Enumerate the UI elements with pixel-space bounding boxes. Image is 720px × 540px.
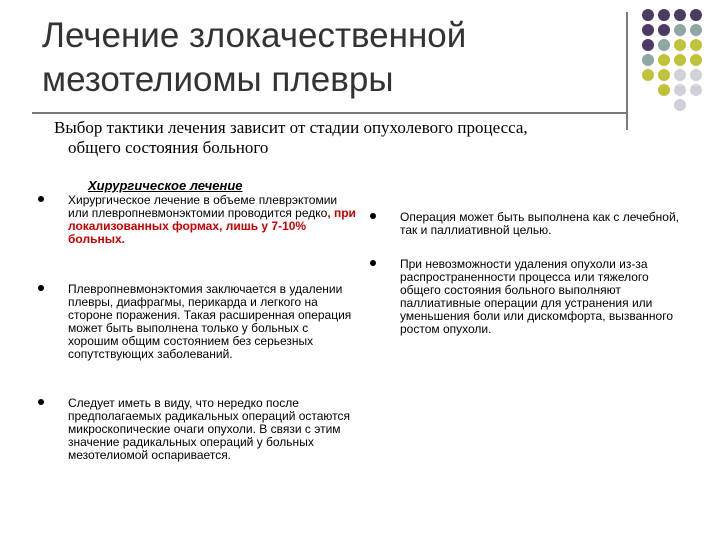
decorative-dot xyxy=(674,54,686,66)
decorative-dot xyxy=(642,9,654,21)
left-bullet-1-text: Хирургическое лечение в объеме плеврэктомии или плевропневмонэктомии проводится редко xyxy=(68,193,338,220)
decorative-dot xyxy=(690,24,702,36)
decorative-dot xyxy=(690,69,702,81)
decorative-dot xyxy=(674,84,686,96)
section-heading-surgery: Хирургическое лечение xyxy=(88,178,243,193)
decorative-dot xyxy=(658,24,670,36)
decorative-dot xyxy=(690,54,702,66)
decorative-dot xyxy=(642,69,654,81)
decorative-dot xyxy=(642,54,654,66)
left-bullet-1-highlight: , при локализованных формах, лишь у 7-10% больных. xyxy=(68,206,356,246)
bullet-dot-icon xyxy=(370,213,376,219)
decorative-dot xyxy=(690,9,702,21)
decorative-dot xyxy=(642,39,654,51)
left-bullet-2-text: Плевропневмонэктомия заключается в удалении плевры, диафрагмы, перикарда и легкого на стороне поражения. Такая расширенная операция может быть выполнена только у больных с хорошим общим состоянием без серьезных сопутствующих заболеваний. xyxy=(68,282,352,361)
decorative-dot xyxy=(658,69,670,81)
subtitle-line-1: Выбор тактики лечения зависит от стадии опухолевого процесса, xyxy=(54,118,528,137)
decorative-dot xyxy=(642,24,654,36)
decorative-dot-grid xyxy=(642,9,720,119)
left-bullet-1 xyxy=(68,194,358,246)
decorative-dot xyxy=(690,84,702,96)
decorative-dot xyxy=(674,69,686,81)
right-bullet-2 xyxy=(400,258,685,336)
decorative-dot xyxy=(674,39,686,51)
decorative-dot xyxy=(674,24,686,36)
slide-title-line-2: мезотелиомы плевры xyxy=(42,60,394,99)
slide-title xyxy=(42,14,622,102)
decorative-dot xyxy=(674,9,686,21)
right-bullet-2-text: При невозможности удаления опухоли из-за распространенности процесса или тяжелого общего состояния больного выполняют паллиативные операции для устранения или уменьшения боли или дискомфорта, вызванного ростом опухоли. xyxy=(400,257,673,336)
bullet-dot-icon xyxy=(38,196,44,202)
decorative-dot xyxy=(658,9,670,21)
bullet-dot-icon xyxy=(370,260,376,266)
decorative-dot xyxy=(690,39,702,51)
bullet-dot-icon xyxy=(38,399,44,405)
decorative-dot xyxy=(658,54,670,66)
right-bullet-1-text: Операция может быть выполнена как с лечебной, так и паллиативной целью. xyxy=(400,210,679,237)
decorative-dot xyxy=(674,99,686,111)
right-bullet-1 xyxy=(400,211,685,237)
decorative-dot xyxy=(658,39,670,51)
left-bullet-3 xyxy=(68,397,358,462)
subtitle-line-2: общего состояния больного xyxy=(68,138,269,157)
slide-title-line-1: Лечение злокачественной xyxy=(42,16,467,55)
horizontal-divider xyxy=(32,112,628,114)
left-bullet-3-text: Следует иметь в виду, что нередко после предполагаемых радикальных операций остаются микроскопические очаги опухоли. В связи с этим значение радикальных операций у больных мезотелиомой оспаривается. xyxy=(68,396,351,462)
slide-subtitle xyxy=(54,118,624,158)
bullet-dot-icon xyxy=(38,285,44,291)
decorative-dot xyxy=(658,84,670,96)
left-bullet-2 xyxy=(68,283,358,361)
